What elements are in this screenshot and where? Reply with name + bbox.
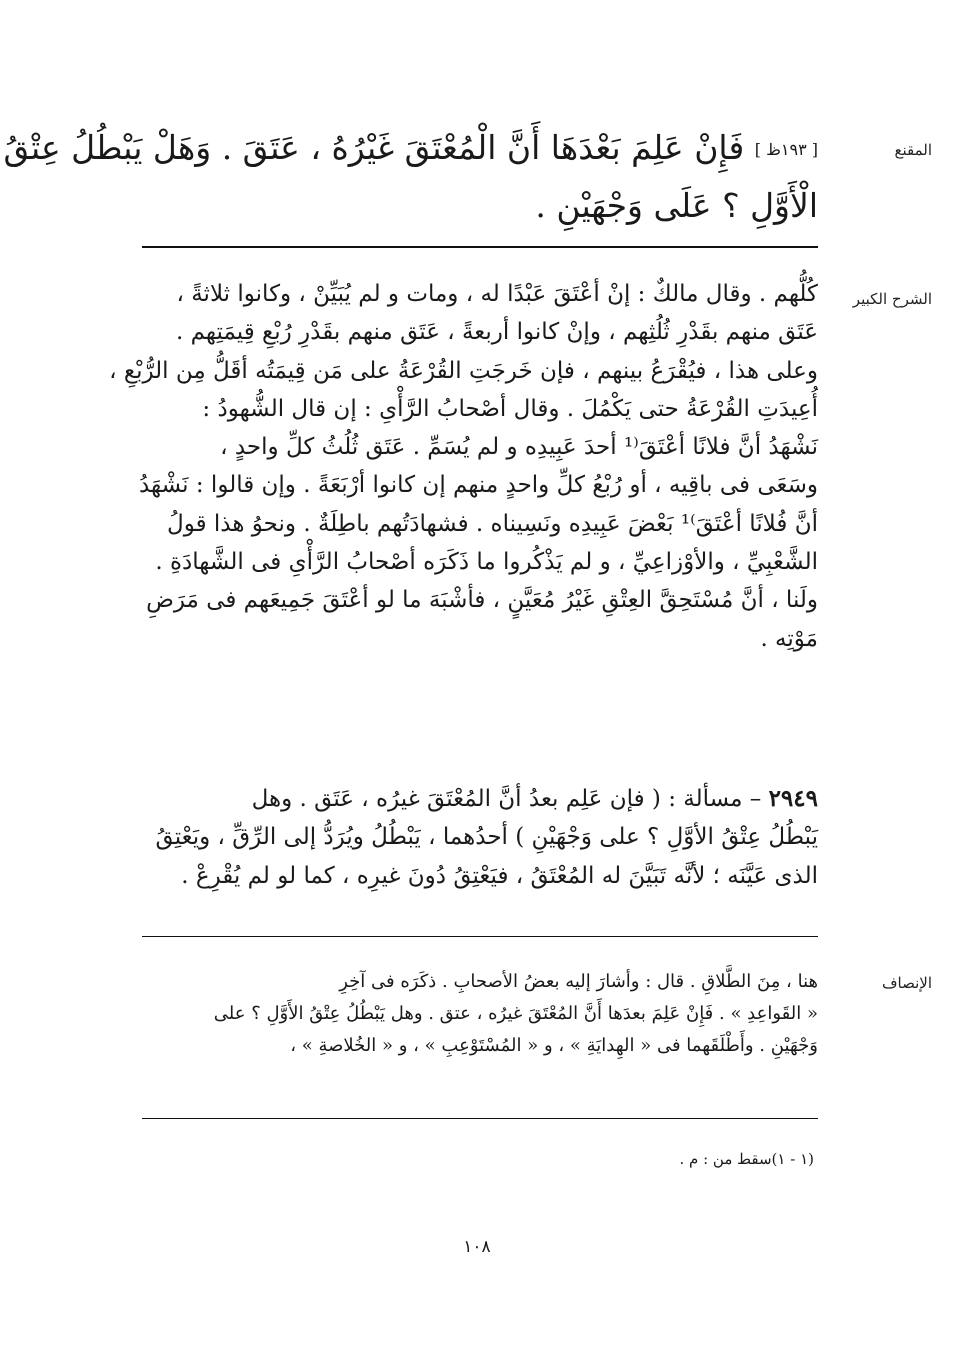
insaf-divider-rule	[142, 936, 818, 937]
muqni-line-1	[3, 119, 818, 177]
insaf-line: وَجْهَيْنِ . وأَطْلَقَهما فى « الهِدايَةِ » ، و « المُسْتَوْعِبِ » ، و « الخُلاصةِ » ،	[290, 1035, 818, 1056]
sharh-line: ولَنا ، أنَّ مُسْتَحِقَّ العِتْقِ غَيْرُ مُعَيَّنٍ ، فأشْبَهَ ما لو أعْتَقَ جَمِيعَهم فى مَرَضِ	[146, 587, 818, 614]
sharh-line: وسَعَى فى باقِيه ، أو رُبْعُ كلِّ واحدٍ منهم إن كانوا أرْبَعَةً . وإن قالوا : نَشْهَدُ	[138, 472, 818, 499]
insaf-line: هنا ، مِنَ الطَّلاقِ . قال : وأشارَ إليه بعضُ الأصحابِ . ذكَرَه فى آخِرِ	[339, 971, 818, 992]
muqni-text-block	[3, 119, 818, 235]
footnote-divider-rule	[142, 1118, 818, 1119]
masala-text-block	[140, 780, 818, 895]
page-number: ١٠٨	[463, 1237, 491, 1257]
sharh-line: وعلى هذا ، فيُقْرَعُ بينهم ، فإن خَرجَتِ القُرْعَةُ على مَن قِيمَتُه أقَلُّ مِن الرُّبْعِ ،	[109, 357, 818, 384]
masala-line-2: يَبْطُلُ عِتْقُ الأوَّلِ ؟ على وَجْهَيْنِ ) أحدُهما ، يَبْطُلُ ويُرَدُّ إلى الرِّقِّ ، ويَعْتِقُ	[155, 824, 818, 851]
sharh-line: أنَّ فُلانًا أعْتَقَ⁾¹ بَعْضَ عَبِيدِه ونَسِيناه . فشهادَتُهم باطِلَةٌ . ونحوُ هذا قولُ	[166, 510, 818, 537]
folio-reference: [ ١٩٣ظ ]	[754, 140, 818, 159]
insaf-text-block	[140, 966, 818, 1062]
muqni-section-label: المقنع	[894, 141, 932, 159]
masala-line-1	[140, 780, 818, 818]
sharh-line: عَتَق منهم بقَدْرِ ثُلُثِهم ، وإنْ كانوا أربعةً ، عَتَق منهم بقَدْرِ رُبْعِ قِيمَتِهم .	[175, 319, 818, 346]
sharh-line: أُعِيدَتِ القُرْعَةُ حتى يَكْمُلَ . وقال أصْحابُ الرَّأْىِ : إن قال الشُّهودُ :	[202, 395, 818, 422]
sharh-line: مَوْتِه .	[760, 625, 818, 652]
muqni-line-2: الْأَوَّلِ ؟ عَلَى وَجْهَيْنِ .	[535, 186, 818, 225]
masala-line-1-text: – مسألة : ( فإن عَلِم بعدُ أنَّ المُعْتَقَ غيرُه ، عَتَق . وهل	[251, 786, 769, 812]
sharh-line: كُلُّهم . وقال مالكٌ : إنْ أعْتَقَ عَبْدًا له ، ومات و لم يُبَيِّنْ ، وكانوا ثلاثةً ،	[176, 281, 818, 307]
insaf-line: « القَواعِدِ » . فَإِنْ عَلِمَ بعدَها أَنَّ المُعْتَقَ غيرُه ، عتق . وهل يَبْطُلُ عِتْقُ الأَوَّلِ ؟ على	[213, 1003, 818, 1024]
footnote: (١ - ١)سقط من : م .	[679, 1150, 814, 1168]
insaf-section-label: الإنصاف	[881, 974, 932, 992]
masala-number: ٢٩٤٩	[768, 785, 818, 812]
sharh-text-block	[109, 275, 818, 658]
muqni-line-1-text: فَإِنْ عَلِمَ بَعْدَهَا أَنَّ الْمُعْتَقَ غَيْرُهُ ، عَتَقَ . وَهَلْ يَبْطُلُ عِتْقُ	[3, 128, 745, 167]
muqni-divider-rule	[142, 246, 818, 248]
sharh-line: الشَّعْبِيِّ ، والأوْزاعِيِّ ، و لم يَذْكُروا ما ذَكَرَه أصْحابُ الرَّأْىِ فى الشَّهادَةِ .	[155, 549, 818, 576]
sharh-section-label: الشرح الكبير	[852, 290, 932, 308]
masala-line-3: الذى عَيَّنَه ؛ لأنَّه تَبَيَّنَ له المُعْتَقُ ، فيَعْتِقُ دُونَ غيرِه ، كما لو لم يُقْرِعْ .	[181, 862, 818, 889]
sharh-line: نَشْهَدُ أنَّ فلانًا أعْتَقَ⁽¹ أحدَ عَبِيدِه و لم يُسَمِّ . عَتَق ثُلُثُ كلِّ واحدٍ ،	[220, 434, 818, 461]
